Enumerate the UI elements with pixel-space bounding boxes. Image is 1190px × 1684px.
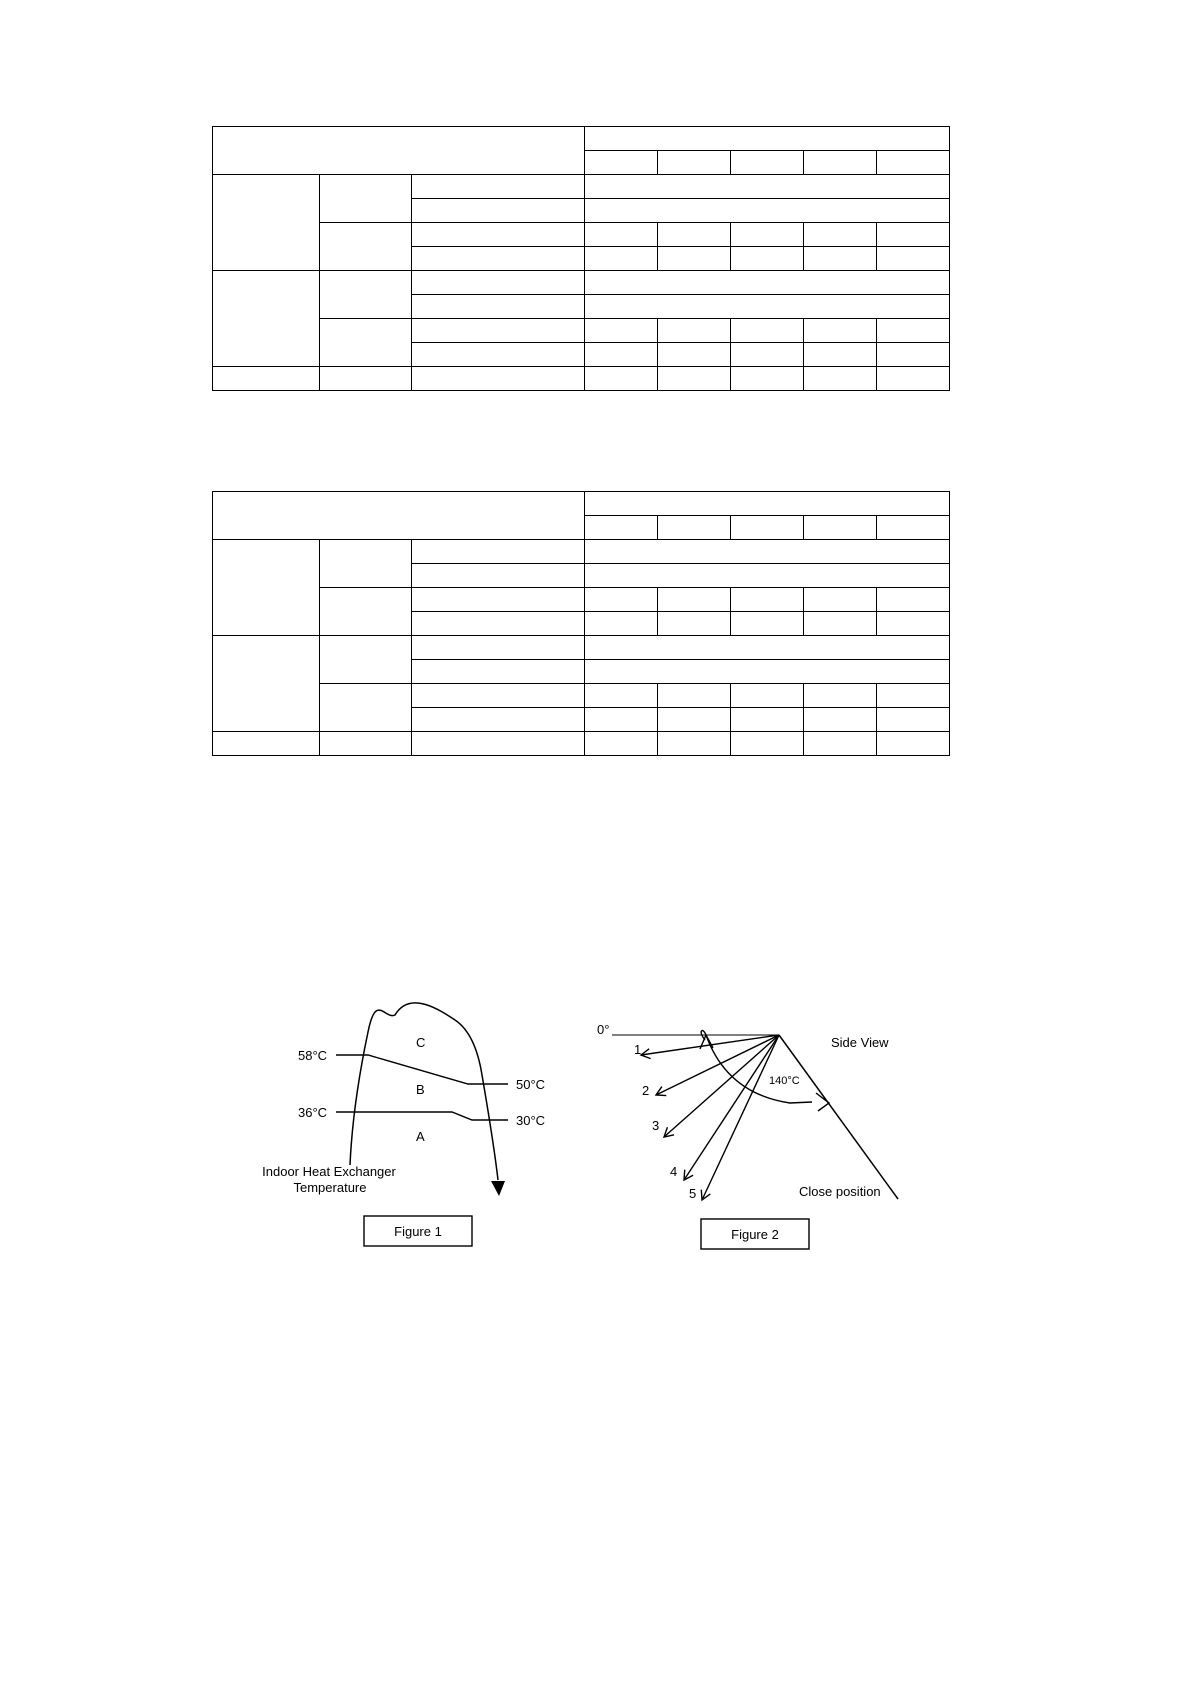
axis-label-line-1: Indoor Heat Exchanger (262, 1164, 396, 1179)
figure-2-caption: Figure 2 (731, 1227, 779, 1242)
region-label-a: A (416, 1129, 425, 1144)
position-label-1: 1 (634, 1042, 642, 1057)
region-label-b: B (416, 1082, 425, 1097)
position-label-3: 3 (652, 1118, 660, 1133)
side-view-label: Side View (831, 1035, 889, 1050)
region-label-c: C (416, 1035, 426, 1050)
axis-label-line-2: Temperature (293, 1180, 367, 1195)
temp-label-right-upper: 50°C (516, 1077, 546, 1092)
threshold-line-lower (336, 1112, 508, 1120)
temp-label-right-lower: 30°C (516, 1113, 546, 1128)
figure-1 (262, 1003, 545, 1246)
close-position-line (779, 1035, 898, 1199)
position-label-2: 2 (642, 1083, 650, 1098)
zero-degree-label: 0° (597, 1022, 610, 1037)
figure-1-caption: Figure 1 (394, 1224, 442, 1239)
swing-angle-arc (701, 1031, 812, 1103)
curve-arrowhead (491, 1181, 505, 1196)
temp-label-left-lower: 36°C (298, 1105, 328, 1120)
figure-2 (597, 1022, 898, 1249)
position-arrow-5 (702, 1035, 779, 1200)
angle-label: 140°C (769, 1075, 800, 1087)
temp-label-left-upper: 58°C (298, 1048, 328, 1063)
position-label-5: 5 (689, 1186, 697, 1201)
close-position-label: Close position (799, 1184, 881, 1199)
position-label-4: 4 (670, 1164, 678, 1179)
